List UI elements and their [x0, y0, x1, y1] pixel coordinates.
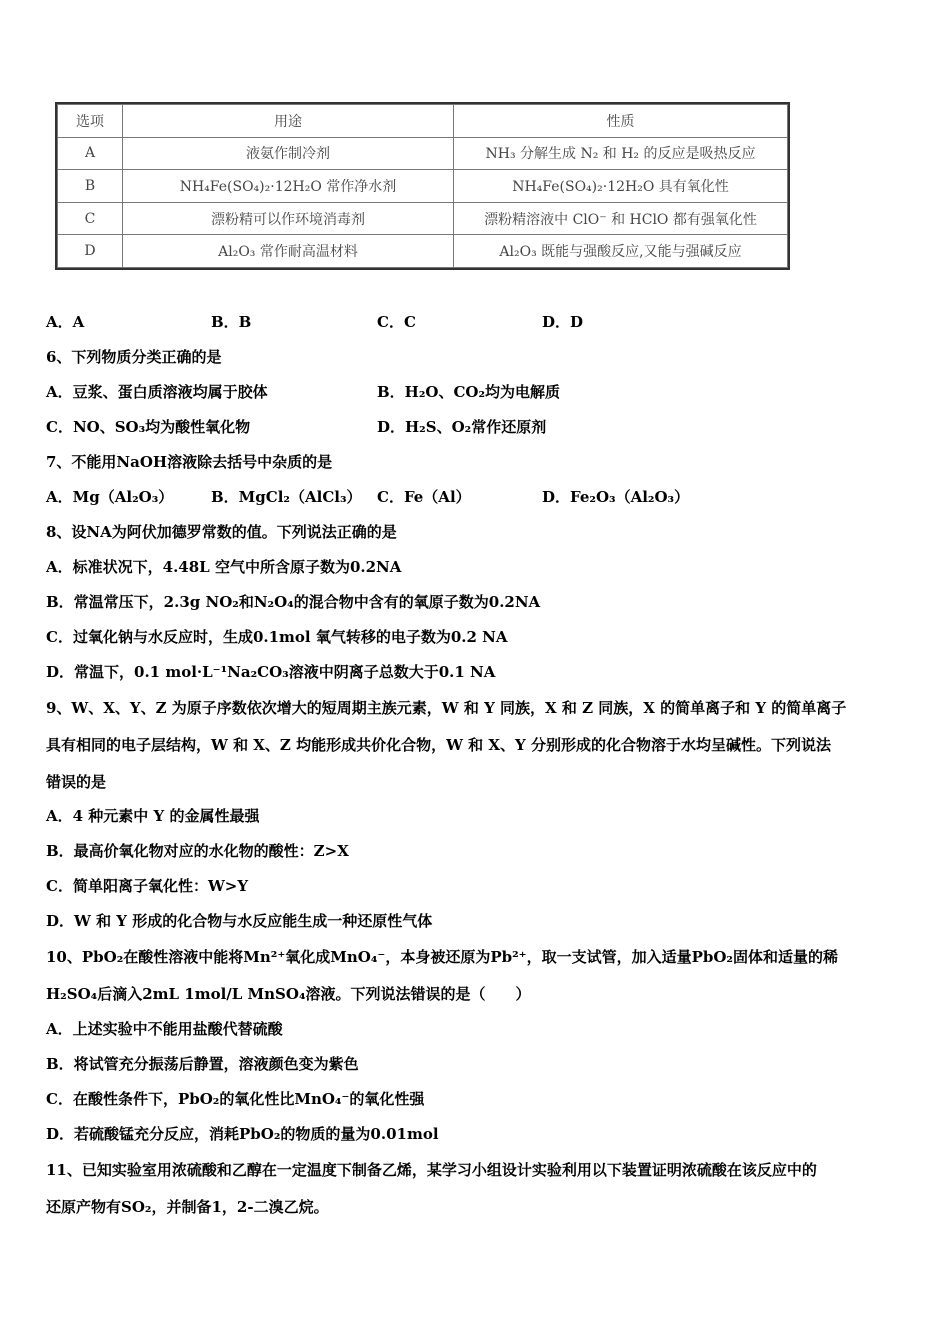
q5-option-a: A．A — [46, 313, 85, 331]
table-cell: Al₂O₃ 常作耐高温材料 — [123, 235, 454, 268]
q7-option-a: A．Mg（Al₂O₃） — [46, 488, 174, 506]
q8-option-a: A．标准状况下，4.48L 空气中所含原子数为0.2NA — [46, 558, 402, 576]
table-cell: A — [58, 137, 123, 170]
table-header-cell: 用途 — [123, 105, 454, 138]
q10-stem-line: 10、PbO₂在酸性溶液中能将Mn²⁺氧化成MnO₄⁻，本身被还原为Pb²⁺，取一支试管，加入适量PbO₂固体和适量的稀 — [46, 948, 839, 966]
q6-option-c: C．NO、SO₃均为酸性氧化物 — [46, 418, 251, 436]
table-cell: D — [58, 235, 123, 268]
q6-option-b: B．H₂O、CO₂均为电解质 — [377, 383, 561, 401]
q11-stem-line: 还原产物有SO₂，并制备1，2-二溴乙烷。 — [46, 1198, 329, 1216]
table-row — [58, 170, 788, 203]
q6-option-a: A．豆浆、蛋白质溶液均属于胶体 — [46, 383, 268, 401]
table-cell: NH₄Fe(SO₄)₂·12H₂O 具有氧化性 — [454, 170, 788, 203]
q7-option-b: B．MgCl₂（AlCl₃） — [211, 488, 362, 506]
q9-option-b: B．最高价氧化物对应的水化物的酸性：Z>X — [46, 842, 349, 860]
q8-option-c: C．过氧化钠与水反应时，生成0.1mol 氧气转移的电子数为0.2 NA — [46, 628, 508, 646]
table-header-cell: 选项 — [58, 105, 123, 138]
table-cell: NH₃ 分解生成 N₂ 和 H₂ 的反应是吸热反应 — [454, 137, 788, 170]
q7-stem: 7、不能用NaOH溶液除去括号中杂质的是 — [46, 453, 333, 471]
answer-table — [55, 102, 790, 270]
table-row — [58, 235, 788, 268]
table-cell: NH₄Fe(SO₄)₂·12H₂O 常作净水剂 — [123, 170, 454, 203]
q10-option-b: B．将试管充分振荡后静置，溶液颜色变为紫色 — [46, 1055, 359, 1073]
table-header-cell: 性质 — [454, 105, 788, 138]
q6-option-d: D．H₂S、O₂常作还原剂 — [377, 418, 547, 436]
table-cell: B — [58, 170, 123, 203]
q8-stem: 8、设NA为阿伏加德罗常数的值。下列说法正确的是 — [46, 523, 397, 541]
table-header-row — [58, 105, 788, 138]
q6-stem: 6、下列物质分类正确的是 — [46, 348, 222, 366]
q10-option-d: D．若硫酸锰充分反应，消耗PbO₂的物质的量为0.01mol — [46, 1125, 439, 1143]
table-cell: 漂粉精可以作环境消毒剂 — [123, 202, 454, 235]
q7-option-c: C．Fe（Al） — [377, 488, 471, 506]
table-cell: C — [58, 202, 123, 235]
q9-stem-line: 具有相同的电子层结构，W 和 X、Z 均能形成共价化合物，W 和 X、Y 分别形成的化合物溶于水均呈碱性。下列说法 — [46, 736, 831, 754]
q9-option-a: A．4 种元素中 Y 的金属性最强 — [46, 807, 260, 825]
q9-option-c: C．简单阳离子氧化性：W>Y — [46, 877, 249, 895]
q5-option-c: C．C — [377, 313, 416, 331]
q7-option-d: D．Fe₂O₃（Al₂O₃） — [542, 488, 690, 506]
q9-stem-line: 9、W、X、Y、Z 为原子序数依次增大的短周期主族元素，W 和 Y 同族，X 和 Z 同族，X 的简单离子和 Y 的简单离子 — [46, 699, 847, 717]
q10-stem-line: H₂SO₄后滴入2mL 1mol/L MnSO₄溶液。下列说法错误的是（ ） — [46, 985, 531, 1003]
q9-stem-line: 错误的是 — [46, 773, 107, 791]
q10-option-a: A．上述实验中不能用盐酸代替硫酸 — [46, 1020, 283, 1038]
table-row — [58, 137, 788, 170]
table-cell: 漂粉精溶液中 ClO⁻ 和 HClO 都有强氧化性 — [454, 202, 788, 235]
q5-option-b: B．B — [211, 313, 252, 331]
table-cell: Al₂O₃ 既能与强酸反应,又能与强碱反应 — [454, 235, 788, 268]
q5-option-d: D．D — [542, 313, 584, 331]
table-row — [58, 202, 788, 235]
q10-option-c: C．在酸性条件下，PbO₂的氧化性比MnO₄⁻的氧化性强 — [46, 1090, 425, 1108]
q8-option-b: B．常温常压下，2.3g NO₂和N₂O₄的混合物中含有的氧原子数为0.2NA — [46, 593, 541, 611]
q11-stem-line: 11、已知实验室用浓硫酸和乙醇在一定温度下制备乙烯，某学习小组设计实验利用以下装置证明浓硫酸在该反应中的 — [46, 1161, 817, 1179]
q9-option-d: D．W 和 Y 形成的化合物与水反应能生成一种还原性气体 — [46, 912, 433, 930]
table-cell: 液氨作制冷剂 — [123, 137, 454, 170]
q8-option-d: D．常温下，0.1 mol·L⁻¹Na₂CO₃溶液中阴离子总数大于0.1 NA — [46, 663, 496, 681]
